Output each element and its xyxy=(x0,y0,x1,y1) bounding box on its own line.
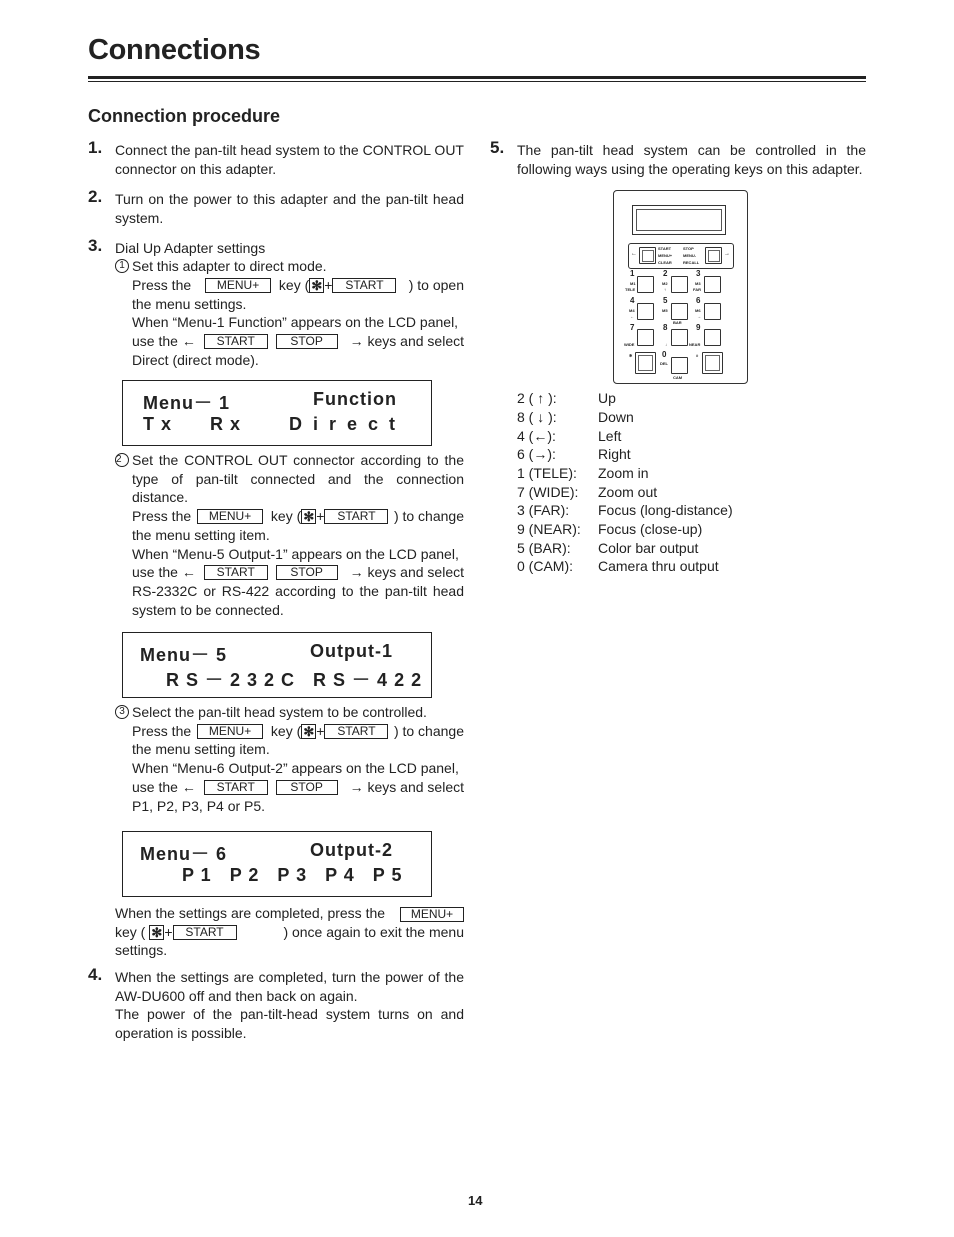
key-map-key: 7 (WIDE): xyxy=(517,484,579,500)
left-arrow-icon: ← xyxy=(631,251,637,257)
panel-stop-button xyxy=(705,247,722,264)
key-map-key: 0 (CAM): xyxy=(517,558,573,574)
start-key: START xyxy=(173,925,237,940)
panel-lcd-screen xyxy=(636,209,722,231)
step-5-number: 5. xyxy=(490,138,505,157)
start-key: START xyxy=(332,278,396,293)
finish-line-1: When the settings are completed, press the MENU+ xyxy=(115,904,464,923)
start-key: START xyxy=(204,565,268,580)
lcd-display-menu-5: Menu－ 5 Output-1 R S － 2 3 2 C R S － 4 2 2 xyxy=(122,632,432,698)
panel-key-9 xyxy=(704,329,721,346)
sub-step-1-title: 1 Set this adapter to direct mode. xyxy=(115,257,327,276)
sub-step-2-when: When “Menu-5 Output-1” appears on the LCD panel, xyxy=(132,546,459,562)
sub-step-1-use: use the ← START STOP → keys and select xyxy=(132,333,464,349)
star-key-icon: ✻ xyxy=(149,925,164,940)
star-key-icon: ✻ xyxy=(301,509,316,524)
start-key: START xyxy=(204,780,268,795)
key-map-key: 4 (←): xyxy=(517,428,556,444)
menu-plus-key: MENU+ xyxy=(400,907,464,922)
circled-number-3: 3 xyxy=(115,705,129,719)
page-number: 14 xyxy=(468,1193,483,1208)
circled-number-1: 1 xyxy=(115,259,129,273)
stop-key: STOP xyxy=(276,780,338,795)
sub-step-3-when: When “Menu-6 Output-2” appears on the LCD panel, xyxy=(132,760,459,776)
sub-step-3-press: Press the MENU+ key ( ✻ + START ) to change xyxy=(132,723,464,739)
lcd-display-menu-6: Menu－ 6 Output-2 P 1 P 2 P 3 P 4 P 5 xyxy=(122,831,432,897)
key-map-action: Focus (long-distance) xyxy=(598,502,733,518)
panel-key-1 xyxy=(637,276,654,293)
key-map-key: 6 (→): xyxy=(517,446,556,462)
key-map-key: 3 (FAR): xyxy=(517,502,570,518)
key-map-key: 5 (BAR): xyxy=(517,540,571,556)
key-map-action: Focus (close-up) xyxy=(598,521,703,537)
key-map-action: Zoom out xyxy=(598,484,658,500)
panel-hash-button xyxy=(702,352,723,374)
sub-step-2-tail-1: RS-2332C or RS-422 according to the pan-tilt head xyxy=(132,583,464,599)
lcd-display-menu-1: Menu－ 1 Function T x R x D i r e c t xyxy=(122,380,432,446)
step-4-text: When the settings are completed, turn the power of the AW-DU600 off and then back on again. The power of the pan-tilt-head system turns on and operation is possible. xyxy=(115,969,464,1041)
key-map-action: Down xyxy=(598,409,634,425)
step-1-number: 1. xyxy=(88,138,103,157)
key-map-key: 8 ( ↓ ): xyxy=(517,409,557,425)
sub-step-1-when: When “Menu-1 Function” appears on the LCD panel, xyxy=(132,314,459,330)
key-map-key: 2 ( ↑ ): xyxy=(517,390,557,406)
stop-key: STOP xyxy=(276,334,338,349)
menu-plus-key: MENU+ xyxy=(197,724,263,739)
menu-plus-key: MENU+ xyxy=(205,278,271,293)
sub-step-1-open-tail: the menu settings. xyxy=(132,296,247,312)
sub-step-2-change-tail: the menu setting item. xyxy=(132,527,270,543)
panel-start-button xyxy=(639,247,656,264)
star-key-icon: ✻ xyxy=(309,278,324,293)
panel-key-4 xyxy=(637,303,654,320)
sub-step-3-tail: P1, P2, P3, P4 or P5. xyxy=(132,798,266,814)
step-2-number: 2. xyxy=(88,187,103,206)
key-map-action: Camera thru output xyxy=(598,558,719,574)
step-3-heading: Dial Up Adapter settings xyxy=(115,240,266,256)
key-map-action: Up xyxy=(598,390,616,406)
finish-line-2: key ( ✻ + START ) once again to exit the menu xyxy=(115,924,464,940)
panel-key-3 xyxy=(704,276,721,293)
start-key: START xyxy=(204,334,268,349)
circled-number-2: 2 xyxy=(115,453,129,467)
sub-step-3-use: use the ← START STOP → keys and select xyxy=(132,779,464,795)
panel-key-5 xyxy=(671,303,688,320)
key-map-key: 9 (NEAR): xyxy=(517,521,581,537)
step-4-number: 4. xyxy=(88,965,103,984)
panel-key-0 xyxy=(671,357,688,374)
start-key: START xyxy=(324,724,388,739)
right-arrow-icon: → xyxy=(724,251,730,257)
page-title: Connections xyxy=(88,34,261,66)
stop-key: STOP xyxy=(276,565,338,580)
key-map-action: Right xyxy=(598,446,631,462)
step-1-text: Connect the pan-tilt head system to the CONTROL OUT connector on this adapter. xyxy=(115,142,464,177)
sub-step-2-press: Press the MENU+ key ( ✻ + START ) to change xyxy=(132,508,464,524)
menu-plus-key: MENU+ xyxy=(197,509,263,524)
panel-nav-row: ← START MENU+ CLEAR STOP MENU- RECALL → xyxy=(628,243,734,269)
sub-step-3-change-tail: the menu setting item. xyxy=(132,741,270,757)
start-key: START xyxy=(324,509,388,524)
key-map-action: Zoom in xyxy=(598,465,649,481)
key-map-key: 1 (TELE): xyxy=(517,465,577,481)
finish-line-3: settings. xyxy=(115,942,168,958)
title-rule xyxy=(88,76,866,79)
sub-step-2-tail-2: system to be connected. xyxy=(132,602,284,618)
sub-step-1-tail: Direct (direct mode). xyxy=(132,352,259,368)
key-map-action: Color bar output xyxy=(598,540,699,556)
sub-step-1-press: Press the MENU+ key ( ✻ + START ) to open xyxy=(132,277,464,293)
step-5-text: The pan-tilt head system can be controlled in the following ways using the operating keys on this adapter. xyxy=(517,142,866,177)
section-heading: Connection procedure xyxy=(88,106,281,126)
panel-key-2 xyxy=(671,276,688,293)
sub-step-2-use: use the ← START STOP → keys and select xyxy=(132,564,464,580)
panel-star-button xyxy=(635,352,656,374)
key-map-action: Left xyxy=(598,428,622,444)
panel-key-8 xyxy=(671,329,688,346)
title-rule-thin xyxy=(88,81,866,82)
step-3-number: 3. xyxy=(88,236,103,255)
panel-key-7 xyxy=(637,329,654,346)
panel-key-6 xyxy=(704,303,721,320)
sub-step-2-text: 2 Set the CONTROL OUT connector according to the type of pan-tilt connected and the connection distance. xyxy=(116,452,464,506)
step-2-text: Turn on the power to this adapter and the pan-tilt head system. xyxy=(115,191,464,226)
panel-lcd-frame xyxy=(632,205,726,235)
star-key-icon: ✻ xyxy=(301,724,316,739)
sub-step-3-title: 3 Select the pan-tilt head system to be controlled. xyxy=(115,703,427,722)
